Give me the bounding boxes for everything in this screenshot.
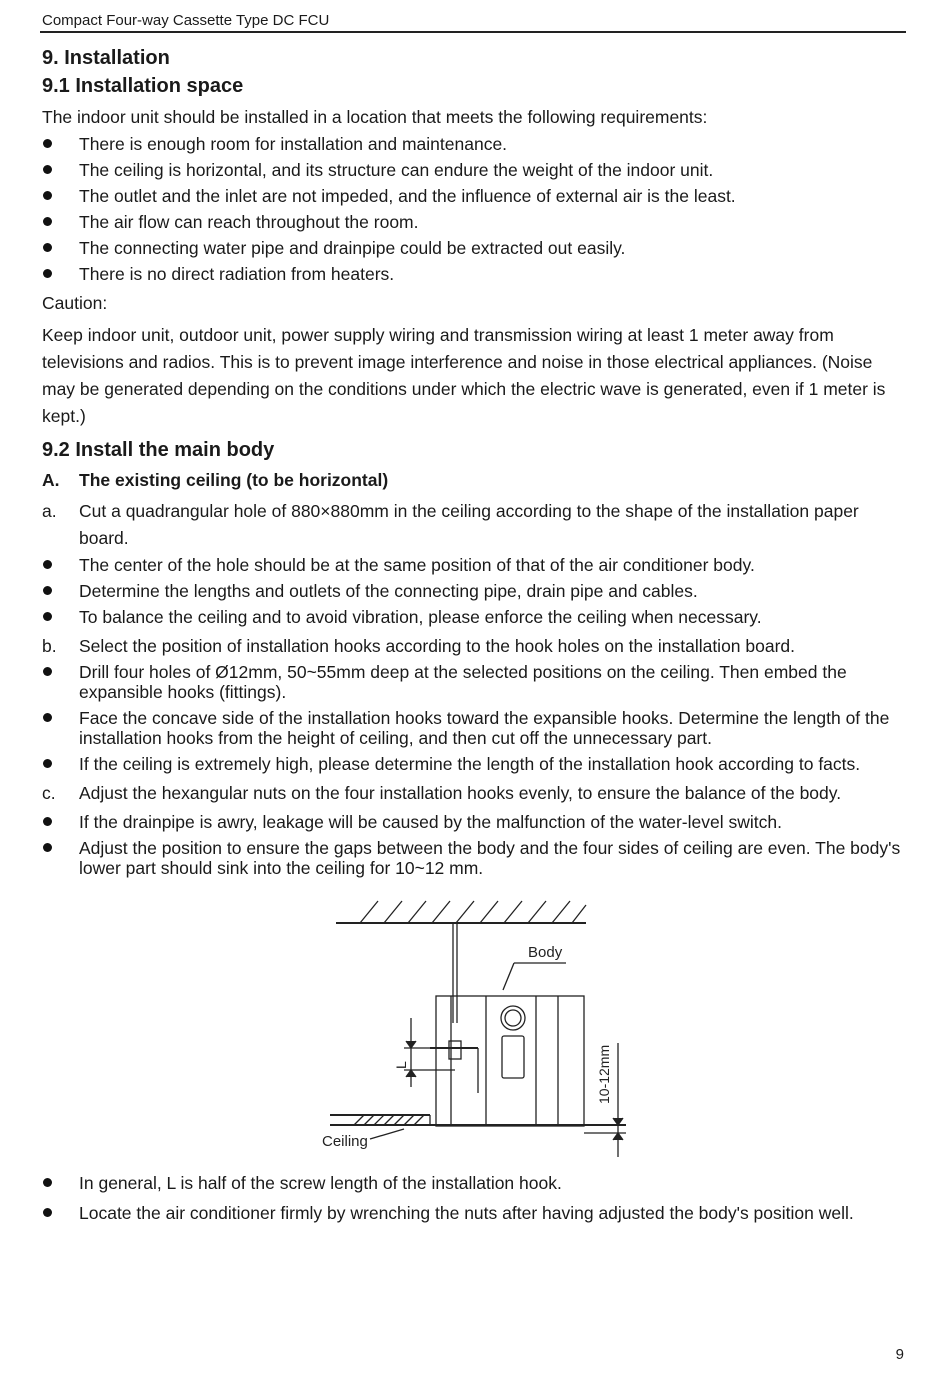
section-title: 9. Installation bbox=[42, 47, 170, 69]
step-c: c. Adjust the hexangular nuts on the four installation hooks evenly, to ensure the balance of the body. bbox=[42, 783, 842, 803]
figure-label-dimension: 10-12mm bbox=[596, 1044, 612, 1104]
subsection-title-9-2: 9.2 Install the main body bbox=[42, 439, 275, 461]
list-item: If the drainpipe is awry, leakage will be caused by the malfunction of the water-level switch. bbox=[42, 809, 908, 835]
bullet-icon bbox=[43, 713, 52, 722]
bullet-icon bbox=[43, 843, 52, 852]
header-rule bbox=[40, 31, 906, 33]
page-number: 9 bbox=[895, 1346, 904, 1363]
list-item: The center of the hole should be at the same position of that of the air conditioner body. bbox=[42, 552, 908, 578]
bullet-icon bbox=[43, 560, 52, 569]
bullet-icon bbox=[43, 139, 52, 148]
list-item: There is no direct radiation from heaters. bbox=[42, 261, 908, 287]
list-item: Face the concave side of the installation hooks toward the expansible hooks. Determine the length of the installation hooks from the height of ceiling, and then cut off the unnecessary part. bbox=[42, 705, 908, 751]
list-item: The air flow can reach throughout the room. bbox=[42, 209, 908, 235]
list-item: To balance the ceiling and to avoid vibration, please enforce the ceiling when necessary. bbox=[42, 604, 908, 630]
subheading: A. The existing ceiling (to be horizontal) bbox=[42, 470, 389, 490]
bullet-icon bbox=[43, 1208, 52, 1217]
after-figure-list bbox=[42, 1169, 908, 1227]
bullet-icon bbox=[43, 817, 52, 826]
figure-label-l: L bbox=[393, 1061, 409, 1069]
list-item: There is enough room for installation and maintenance. bbox=[42, 131, 908, 157]
installation-diagram bbox=[318, 893, 638, 1165]
step-a: a. Cut a quadrangular hole of 880×880mm in the ceiling according to the shape of the installation paper board. bbox=[42, 501, 859, 548]
running-header: Compact Four-way Cassette Type DC FCU bbox=[42, 12, 330, 29]
bullet-icon bbox=[43, 217, 52, 226]
bullet-icon bbox=[43, 612, 52, 621]
bullet-icon bbox=[43, 1178, 52, 1187]
bullet-icon bbox=[43, 667, 52, 676]
list-item: The ceiling is horizontal, and its structure can endure the weight of the indoor unit. bbox=[42, 157, 908, 183]
subsection-title-9-1: 9.1 Installation space bbox=[42, 75, 244, 97]
list-item: Determine the lengths and outlets of the connecting pipe, drain pipe and cables. bbox=[42, 578, 908, 604]
bullet-icon bbox=[43, 759, 52, 768]
page-content bbox=[42, 44, 908, 881]
step-b: b. Select the position of installation hooks according to the hook holes on the installation board. bbox=[42, 636, 796, 656]
caution-label: Caution: bbox=[42, 293, 108, 313]
list-item: Adjust the position to ensure the gaps between the body and the four sides of ceiling are even. The body's lower part should sink into the ceiling for 10~12 mm. bbox=[42, 835, 908, 881]
bullet-icon bbox=[43, 586, 52, 595]
figure-label-body: Body bbox=[528, 944, 563, 961]
bullet-icon bbox=[43, 269, 52, 278]
list-item: Drill four holes of Ø12mm, 50~55mm deep at the selected positions on the ceiling. Then embed the expansible hooks (fittings). bbox=[42, 659, 908, 705]
list-item: The outlet and the inlet are not impeded, and the influence of external air is the least. bbox=[42, 183, 908, 209]
bullet-icon bbox=[43, 243, 52, 252]
bullet-icon bbox=[43, 165, 52, 174]
intro-paragraph: The indoor unit should be installed in a location that meets the following requirements: bbox=[42, 107, 708, 127]
caution-paragraph: Keep indoor unit, outdoor unit, power supply wiring and transmission wiring at least 1 meter away from televisions and radios. This is to prevent image interference and noise in those electrical appliances. (Noise may be generated depending on the conditions under which the electric wave is generated, even if 1 meter is kept.) bbox=[42, 325, 886, 426]
list-item: Locate the air conditioner firmly by wrenching the nuts after having adjusted the body's position well. bbox=[42, 1199, 908, 1227]
figure-label-ceiling: Ceiling bbox=[322, 1133, 368, 1150]
bullet-icon bbox=[43, 191, 52, 200]
list-item: If the ceiling is extremely high, please determine the length of the installation hook according to facts. bbox=[42, 751, 908, 777]
list-item: In general, L is half of the screw length of the installation hook. bbox=[42, 1169, 908, 1197]
list-item: The connecting water pipe and drainpipe could be extracted out easily. bbox=[42, 235, 908, 261]
